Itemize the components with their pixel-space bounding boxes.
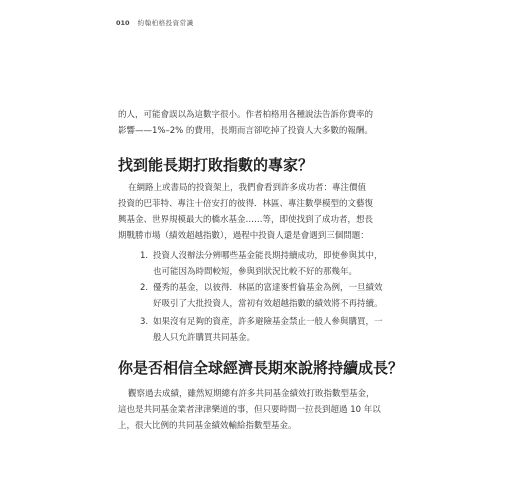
- running-header: [116, 18, 194, 27]
- section1-line-1: 在網路上或書局的投資架上，我們會看到許多成功者：專注價值: [128, 183, 367, 193]
- list-item-1-line-2: 也可能因為時間較短，參與到狀況比較不好的那幾年。: [153, 267, 358, 277]
- section1-line-3: 興基金、世界規模最大的橋水基金……等，即使找到了成功者，想長: [118, 215, 374, 225]
- list-item-2-line-1: 優秀的基金，以彼得．林區的富達麥哲倫基金為例，一旦績效: [153, 283, 383, 293]
- section-heading-growth: 你是否相信全球經濟長期來說將持續成長？: [118, 359, 404, 377]
- section2-line-3: 上，很大比例的共同基金績效輸給指數型基金。: [118, 421, 297, 431]
- intro-line-1: 的人，可能會誤以為這數字很小。作者柏格用各種說法告訴你費率的: [118, 110, 374, 120]
- section1-line-4: 期戰勝市場（績效超越指數），過程中投資人還是會遇到三個問題：: [118, 231, 369, 241]
- intro-line-2: 影響——1%–2% 的費用，長期而言卻吃掉了投資人大多數的報酬。: [118, 126, 373, 136]
- section-heading-experts: 找到能長期打敗指數的專家？: [118, 156, 314, 174]
- book-title: 約翰柏格投資常識: [137, 19, 194, 27]
- list-item-number: 1.: [140, 251, 149, 261]
- list-item-number: 3.: [140, 317, 149, 327]
- list-item-number: 2.: [140, 283, 149, 293]
- page-number: 010: [116, 19, 130, 27]
- list-item-2-line-2: 好吸引了大批投資人，當初有效超越指數的績效將不再持續。: [153, 299, 383, 309]
- list-item-3-line-2: 般人只允許購買共同基金。: [153, 333, 256, 343]
- list-item-1-line-1: 投資人沒辦法分辨哪些基金能長期持續成功，即使參與其中，: [153, 251, 383, 261]
- section2-line-1: 觀察過去成績，雖然短期總有許多共同基金績效打敗指數型基金，: [128, 389, 375, 399]
- section1-line-2: 投資的巴菲特、專注十倍安打的彼得．林區、專注數學模型的文藝復: [118, 199, 374, 209]
- section2-line-2: 這也是共同基金業者津津樂道的事，但只要時間一拉長到超過 10 年以: [118, 405, 381, 415]
- list-item-3-line-1: 如果沒有足夠的資產，許多避險基金禁止一般人參與購買，一: [153, 317, 383, 327]
